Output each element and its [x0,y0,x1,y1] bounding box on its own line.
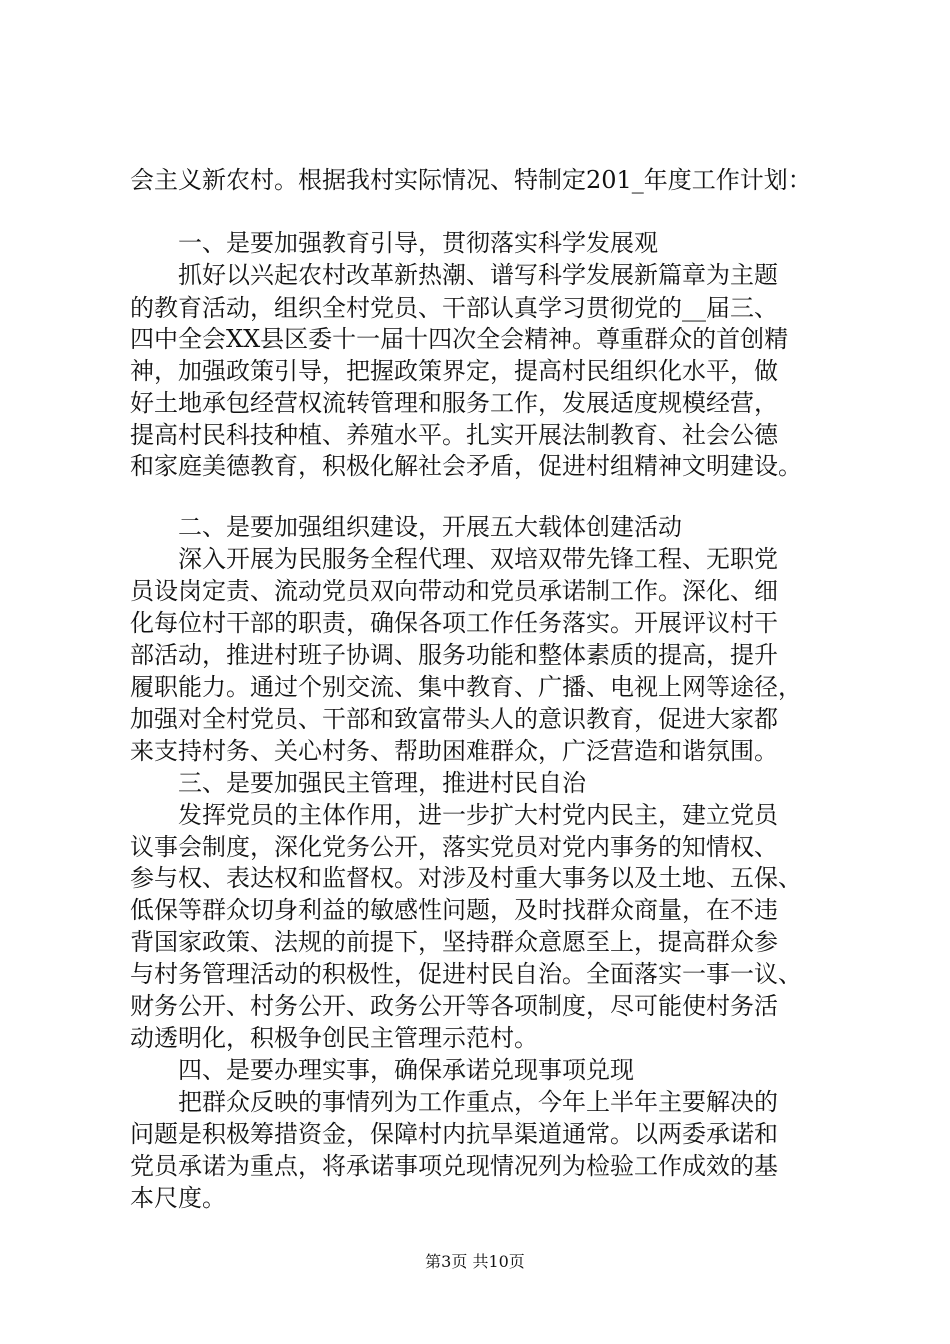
text-line: 财务公开、村务公开、政务公开等各项制度，尽可能使村务活 [130,992,778,1020]
text-line: 部活动，推进村班子协调、服务功能和整体素质的提高，提升 [130,641,778,669]
text-line: 抓好以兴起农村改革新热潮、谱写科学发展新篇章为主题 [178,261,778,289]
text-line: 三、是要加强民主管理，推进村民自治 [178,769,586,797]
text-line: 的教育活动，组织全村党员、干部认真学习贯彻党的__届三、 [130,294,778,322]
text-line: 加强对全村党员、干部和致富带头人的意识教育，促进大家都 [130,705,778,733]
text-line: 发挥党员的主体作用，进一步扩大村党内民主，建立党员 [178,801,778,829]
text-line: 神，加强政策引导，把握政策界定，提高村民组织化水平，做 [130,357,778,385]
text-line: 问题是积极筹措资金，保障村内抗旱渠道通常。以两委承诺和 [130,1120,778,1148]
text-line: 好土地承包经营权流转管理和服务工作，发展适度规模经营， [130,389,778,417]
text-line: 二、是要加强组织建设，开展五大载体创建活动 [178,513,682,541]
text-line: 四中全会XX县区委十一届十四次全会精神。尊重群众的首创精 [130,325,789,353]
text-line: 深入开展为民服务全程代理、双培双带先锋工程、无职党 [178,545,778,573]
text-line: 履职能力。通过个别交流、集中教育、广播、电视上网等途径， [130,673,802,701]
text-line: 来支持村务、关心村务、帮助困难群众，广泛营造和谐氛围。 [130,737,778,765]
text-line: 把群众反映的事情列为工作重点，今年上半年主要解决的 [178,1088,778,1116]
text-line: 员设岗定责、流动党员双向带动和党员承诺制工作。深化、细 [130,577,778,605]
text-line: 一、是要加强教育引导，贯彻落实科学发展观 [178,229,658,257]
text-line: 化每位村干部的职责，确保各项工作任务落实。开展评议村干 [130,609,778,637]
text-line: 提高村民科技种植、养殖水平。扎实开展法制教育、社会公德 [130,421,778,449]
text-line: 党员承诺为重点，将承诺事项兑现情况列为检验工作成效的基 [130,1152,778,1180]
text-line: 本尺度。 [130,1184,226,1212]
text-line: 和家庭美德教育，积极化解社会矛盾，促进村组精神文明建设。 [130,452,802,480]
text-line: 会主义新农村。根据我村实际情况、特制定201_年度工作计划： [130,166,812,194]
text-line: 四、是要办理实事，确保承诺兑现事项兑现 [178,1056,634,1084]
text-line: 议事会制度，深化党务公开，落实党员对党内事务的知情权、 [130,833,778,861]
text-line: 与村务管理活动的积极性，促进村民自治。全面落实一事一议、 [130,960,802,988]
text-line: 动透明化，积极争创民主管理示范村。 [130,1024,538,1052]
text-line: 参与权、表达权和监督权。对涉及村重大事务以及土地、五保、 [130,864,802,892]
page-number-footer: 第3页 共10页 [425,1252,525,1271]
text-line: 背国家政策、法规的前提下，坚持群众意愿至上，提高群众参 [130,928,778,956]
text-line: 低保等群众切身利益的敏感性问题，及时找群众商量，在不违 [130,896,778,924]
